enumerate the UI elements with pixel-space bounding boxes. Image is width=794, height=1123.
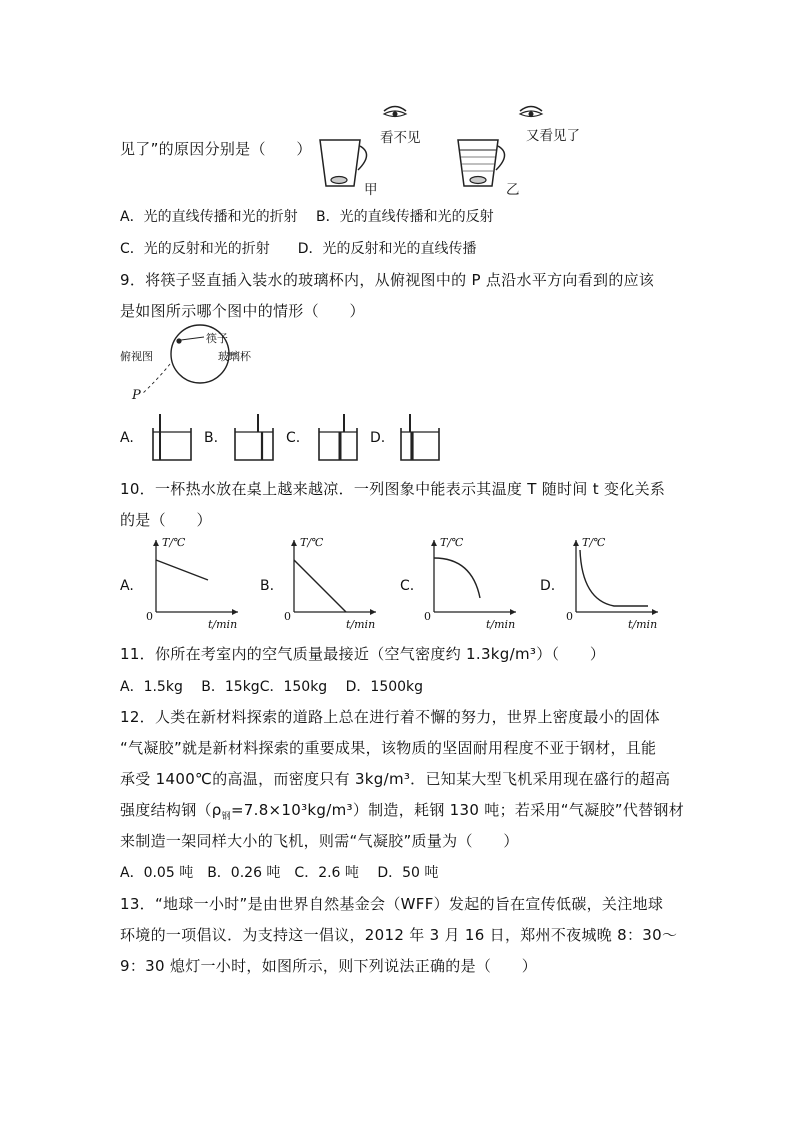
q12-line2: “气凝胶”就是新材料探索的重要成果，该物质的坚固耐用程度不亚于钢材，且能 [120, 739, 657, 757]
q9-top-view-figure [118, 324, 268, 406]
q10-a-x-label: t/min [208, 618, 238, 631]
q13-line3: 9：30 熄灯一小时，如图所示，则下列说法正确的是（ ） [120, 957, 538, 975]
q10-c-y-label: T/℃ [440, 536, 464, 549]
q9-option-c-label: C. [286, 430, 301, 446]
q12-line4-b: =7.8×10³kg/m³）制造，耗钢 130 吨；若采用“气凝胶”代替钢材 [230, 801, 685, 819]
q11-options: A．1.5kg B．15kgC．150kg D．1500kg [120, 679, 424, 695]
q10-b-y-label: T/℃ [300, 536, 324, 549]
q10-option-c-label: C. [400, 578, 415, 594]
q9-option-d-cup [398, 412, 442, 464]
q13-line1: 13．“地球一小时”是由世界自然基金会（WFF）发起的旨在宣传低碳，关注地球 [120, 895, 664, 913]
q13-line2: 环境的一项倡议．为支持这一倡议，2012 年 3 月 16 日，郑州不夜城晚 8：30～ [120, 926, 678, 944]
q10-d-y-label: T/℃ [582, 536, 606, 549]
q10-option-d-label: D. [540, 578, 556, 594]
cup-water-icon [458, 140, 505, 186]
q12-line1: 12．人类在新材料探索的道路上总在进行着不懈的努力，世界上密度最小的固体 [120, 708, 660, 726]
q8-stem-tail: 见了”的原因分别是（ ） [120, 140, 312, 158]
q9-fig-point-label: P [132, 388, 141, 403]
q9-options [120, 412, 450, 464]
q9-line1: 9．将筷子竖直插入装水的玻璃杯内，从俯视图中的 P 点沿水平方向看到的应该 [120, 271, 655, 289]
eye-icon-left [384, 107, 406, 117]
q9-option-d-label: D. [370, 430, 386, 446]
cup-empty-icon [320, 140, 367, 186]
q10-a-y-label: T/℃ [162, 536, 186, 549]
q10-d-x-label: t/min [628, 618, 658, 631]
q9-option-a-cup [150, 412, 194, 464]
q12-line4-sub: 钢 [221, 812, 231, 822]
q9-line2: 是如图所示哪个图中的情形（ ） [120, 302, 365, 320]
q9-option-b-label: B. [204, 430, 219, 446]
q11-line1: 11．你所在考室内的空气质量最接近（空气密度约 1.3kg/m³）（ ） [120, 645, 606, 663]
q12-line4-a: 强度结构钢（ρ [120, 801, 222, 819]
q8-figure [318, 98, 590, 200]
q12-line5: 来制造一架同样大小的飞机，则需“气凝胶”质量为（ ） [120, 832, 519, 850]
q10-c-origin: 0 [424, 610, 431, 623]
q12-line4 [120, 799, 684, 822]
q8-fig-left-caption: 看不见 [380, 130, 421, 146]
q8-fig-right-caption: 又看见了 [526, 128, 580, 144]
q9-option-c-cup [316, 412, 360, 464]
q8-fig-left-label: 甲 [364, 182, 378, 198]
q8-fig-right-label: 乙 [506, 182, 520, 198]
q10-options [118, 534, 678, 634]
q10-a-origin: 0 [146, 610, 153, 623]
q9-option-a-label: A. [120, 430, 134, 446]
q10-b-origin: 0 [284, 610, 291, 623]
q8-figure-drawing [318, 98, 590, 200]
q8-options-line1: A．光的直线传播和光的折射 B．光的直线传播和光的反射 [120, 209, 494, 225]
q10-line2: 的是（ ） [120, 511, 212, 529]
q10-c-x-label: t/min [486, 618, 516, 631]
q10-d-origin: 0 [566, 610, 573, 623]
q9-fig-top-view-label: 俯视图 [120, 350, 153, 363]
q9-fig-cup-label: 玻璃杯 [218, 350, 251, 363]
q9-option-b-cup [232, 412, 276, 464]
q10-option-a-label: A. [120, 578, 134, 594]
q8-options-line2: C．光的反射和光的折射 D．光的反射和光的直线传播 [120, 241, 477, 257]
eye-icon-right [520, 107, 542, 117]
q10-line1: 10．一杯热水放在桌上越来越凉．一列图象中能表示其温度 T 随时间 t 变化关系 [120, 480, 666, 498]
q12-line3: 承受 1400℃的高温，而密度只有 3kg/m³．已知某大型飞机采用现在盛行的超高 [120, 770, 671, 788]
q10-b-x-label: t/min [346, 618, 376, 631]
q12-options: A．0.05 吨 B．0.26 吨 C．2.6 吨 D．50 吨 [120, 865, 439, 881]
q9-fig-chopstick-label: 筷子 [206, 332, 228, 345]
q10-option-b-label: B. [260, 578, 275, 594]
